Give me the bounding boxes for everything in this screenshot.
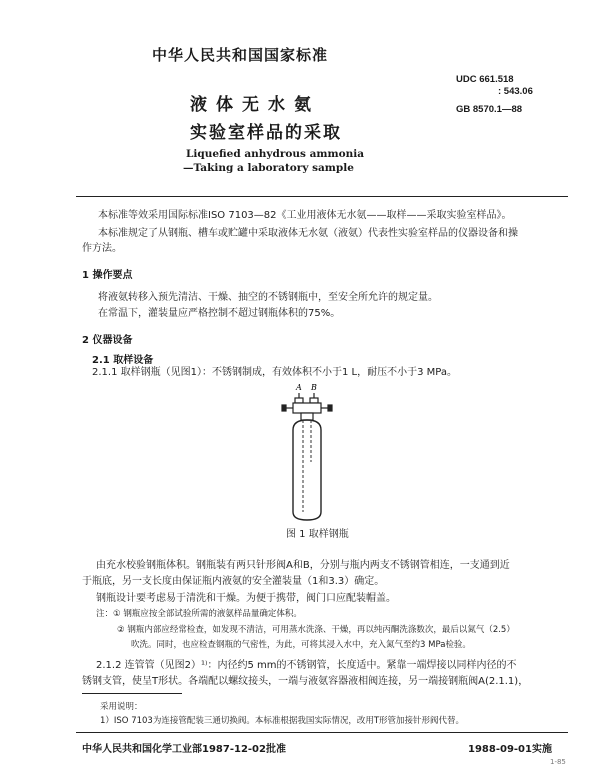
footnote-heading: 采用说明： [100, 702, 143, 712]
note-2-line1: ② 钢瓶内部应经常检查，如发现不清洁，可用蒸水洗涤、干燥，再以纯丙酮洗涤数次，最后以氮气（2.5） [117, 625, 515, 635]
note-2-line2: 吹洗。同时，也应检查钢瓶的气密性，为此，可将其浸入水中，充入氮气至约3 MPa检验。 [131, 640, 471, 650]
figure-1-caption: 图 1 取样钢瓶 [286, 529, 349, 540]
section-1-heading: 1 操作要点 [82, 270, 133, 281]
subsection-2-1-1: 2.1.1 取样钢瓶（见图1）：不锈钢制成，有效体积不小于1 L，耐压不小于3 MPa。 [92, 367, 457, 378]
intro-paragraph-2-line2: 作方法。 [82, 243, 122, 254]
english-title-line2: —Taking a laboratory sample [183, 162, 354, 174]
valve-label-a: A [296, 384, 302, 392]
gb-number: GB 8570.1—88 [456, 104, 523, 115]
udc-code: UDC 661.518 [456, 74, 514, 85]
footnote-divider [82, 693, 182, 694]
section-1-line1: 将液氨转移入预先清洁、干燥、抽空的不锈钢瓶中，至安全所允许的规定量。 [98, 292, 438, 303]
section-1-line2: 在常温下，灌装量应严格控制不超过钢瓶体积的75%。 [98, 308, 341, 319]
approval-statement: 中华人民共和国化学工业部1987-12-02批准 [82, 744, 286, 755]
header-divider [76, 196, 568, 197]
english-title-line1: Liquefied anhydrous ammonia [186, 148, 365, 160]
valve-assembly [282, 393, 332, 420]
standard-title-line1: 液体无水氨 [190, 95, 320, 115]
standard-title-line2: 实验室样品的采取 [190, 123, 342, 143]
footnote-text: 1）ISO 7103为连接管配装三通切换阀。本标准根据我国实际情况，改用T形管加接针形阀代替。 [100, 716, 465, 726]
valve-label-b: B [311, 384, 317, 392]
body-line-1: 由充水校验钢瓶体积。钢瓶装有两只针形阀A和B，分别与瓶内两支不锈钢管相连，一支通到近 [96, 560, 510, 571]
dip-tubes [303, 420, 311, 512]
implementation-date: 1988-09-01实施 [468, 744, 552, 755]
subsection-2-1-2-line1: 2.1.2 连管管（见图2）¹⁾：内径约5 mm的不锈钢管，长度适中。紧靠一端焊接以同样内径的不 [96, 660, 517, 671]
note-1: 注：① 钢瓶应按全部试验所需的液氨样品量确定体积。 [96, 609, 302, 619]
footer-divider [76, 732, 568, 733]
intro-paragraph-1: 本标准等效采用国际标准ISO 7103—82《工业用液体无水氨——取样——采取实验室样品》。 [98, 210, 512, 221]
subsection-2-1-2-line2: 锈钢支管，使呈T形状。各端配以螺纹接头，一端与液氨容器液相阀连接，另一端接钢瓶阀A(2.1.1)， [82, 676, 529, 687]
body-line-2: 于瓶底，另一支长度由保证瓶内液氨的安全灌装量（1和3.3）确定。 [82, 576, 385, 587]
page-number: 1-85 [550, 758, 566, 766]
sampling-cylinder-figure [280, 384, 342, 524]
body-line-3: 钢瓶设计要考虑易于清洗和干燥。为便于携带，阀门口应配装帽盖。 [96, 593, 396, 604]
subsection-2-1: 2.1 取样设备 [92, 355, 154, 366]
cylinder-body [293, 420, 321, 520]
udc-code-continued: : 543.06 [498, 86, 533, 97]
section-2-heading: 2 仪器设备 [82, 335, 133, 346]
issuer-title: 中华人民共和国国家标准 [152, 46, 329, 64]
intro-paragraph-2-line1: 本标准规定了从钢瓶、槽车或贮罐中采取液体无水氨（液氨）代表性实验室样品的仪器设备和操 [98, 228, 518, 239]
